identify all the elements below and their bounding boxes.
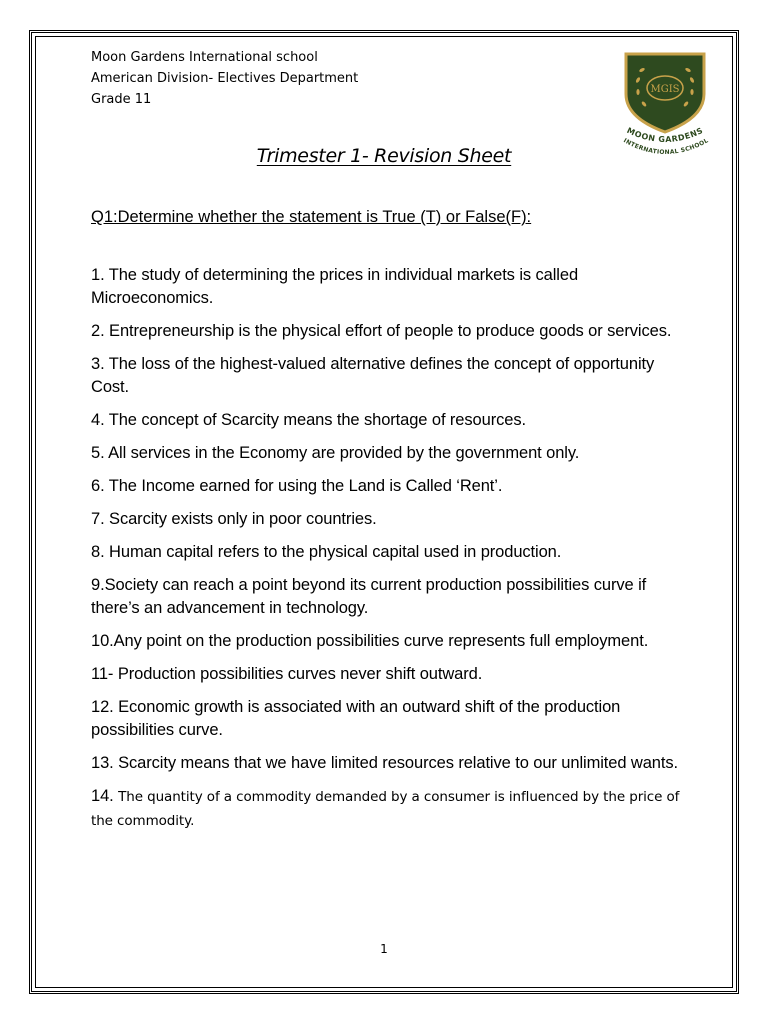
question-number: 12. — [91, 698, 119, 716]
page-title: Trimester 1- Revision Sheet — [256, 145, 512, 167]
question-number: 11- — [91, 665, 118, 683]
question-item — [91, 442, 691, 465]
question-text: The concept of Scarcity means the shortage of resources. — [108, 411, 526, 429]
division-name: American Division- Electives Department — [91, 71, 359, 86]
question-text: Production possibilities curves never shift outward. — [117, 665, 483, 683]
question-text: Human capital refers to the physical capital used in production. — [109, 543, 562, 561]
question-item — [91, 320, 691, 343]
question-text: Society can reach a point beyond its current production possibilities curve if there’s an advancement in technology. — [91, 576, 647, 617]
question-text: All services in the Economy are provided by the government only. — [108, 444, 580, 462]
question-item — [91, 663, 691, 686]
question-number: 9. — [91, 576, 105, 594]
question-number: 10. — [91, 632, 114, 650]
question-number: 6. — [91, 477, 109, 495]
question-text: Economic growth is associated with an outward shift of the production possibilities curve. — [91, 698, 621, 739]
question-number: 3. — [91, 355, 109, 373]
question-number: 1. — [91, 266, 109, 284]
question-text: The loss of the highest-valued alternative defines the concept of opportunity Cost. — [91, 355, 655, 396]
logo-arc-text-2: INTERNATIONAL SCHOOL — [622, 137, 710, 157]
question-item — [91, 574, 691, 620]
question-text: Scarcity exists only in poor countries. — [109, 510, 377, 528]
question-item — [91, 508, 691, 531]
grade-label: Grade 11 — [91, 92, 152, 107]
school-name: Moon Gardens International school — [91, 50, 318, 65]
question-text: Any point on the production possibilities curve represents full employment. — [113, 632, 649, 650]
question-item — [91, 696, 691, 742]
question-text: The quantity of a commodity demanded by a consumer is influenced by the price of the commodity. — [91, 789, 680, 829]
question-item — [91, 264, 691, 310]
question-number: 8. — [91, 543, 110, 561]
question-text: Entrepreneurship is the physical effort of people to produce goods or services. — [109, 322, 672, 340]
question-number: 14. — [91, 787, 119, 805]
question-heading: Q1:Determine whether the statement is True (T) or False(F): — [91, 208, 532, 226]
logo-monogram: MGIS — [650, 84, 680, 95]
question-item — [91, 752, 691, 775]
question-text: Scarcity means that we have limited resources relative to our unlimited wants. — [118, 754, 678, 772]
question-item — [91, 541, 691, 564]
question-number: 4. — [91, 411, 109, 429]
question-number: 5. — [91, 444, 109, 462]
question-item — [91, 475, 691, 498]
question-item — [91, 409, 691, 432]
question-list — [91, 264, 691, 843]
question-item — [91, 353, 691, 399]
question-text: The Income earned for using the Land is Called ‘Rent’. — [108, 477, 503, 495]
question-number: 13. — [91, 754, 119, 772]
school-header — [91, 47, 358, 110]
question-item — [91, 785, 691, 833]
logo-arc-text: MOON GARDENS — [625, 125, 705, 145]
question-number: 2. — [91, 322, 110, 340]
page-number: 1 — [380, 942, 388, 956]
question-number: 7. — [91, 510, 110, 528]
question-item — [91, 630, 691, 653]
question-text: The study of determining the prices in individual markets is called Microeconomics. — [91, 266, 579, 307]
